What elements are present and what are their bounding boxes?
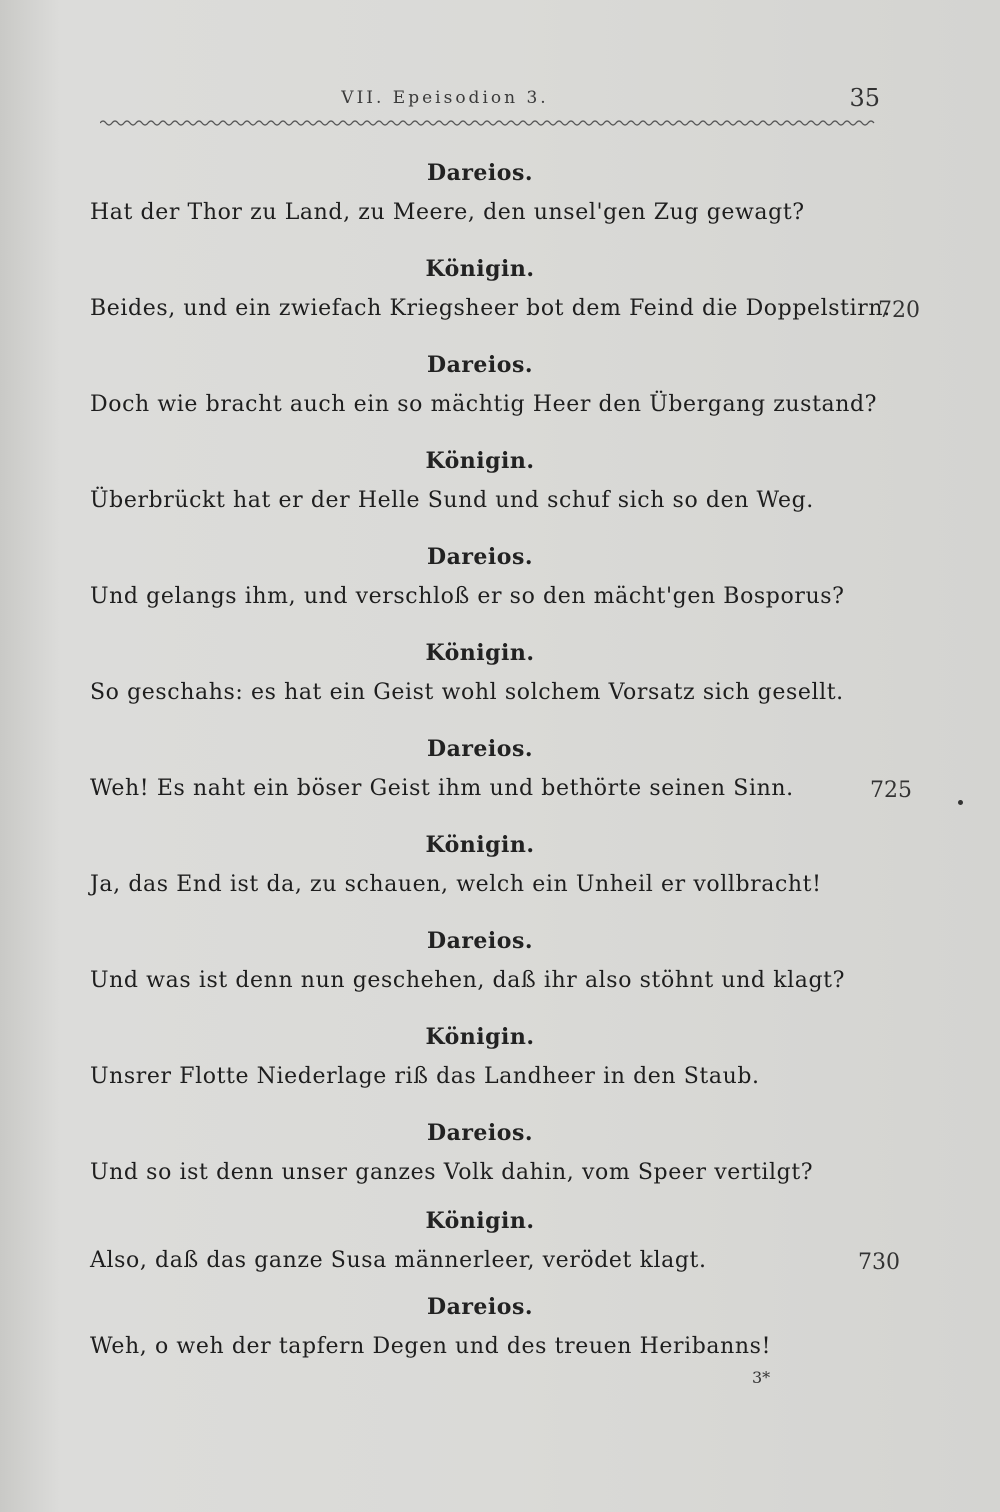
verse-line: Weh! Es naht ein böser Geist ihm und bethörte seinen Sinn. [90,776,794,801]
speaker-label: Königin. [425,1024,535,1050]
verse-line: Also, daß das ganze Susa männerleer, verödet klagt. [90,1248,707,1273]
verse-line: Weh, o weh der tapfern Degen und des treuen Heribanns! [90,1334,772,1359]
speaker-label: Königin. [425,448,535,474]
line-number: 730 [858,1250,900,1275]
verse-line: Und was ist denn nun geschehen, daß ihr also stöhnt und klagt? [90,968,846,993]
verse-line: Und so ist denn unser ganzes Volk dahin, vom Speer vertilgt? [90,1160,814,1185]
speaker-label: Königin. [425,640,535,666]
speaker-label: Königin. [425,256,535,282]
verse-line: Unsrer Flotte Niederlage riß das Landheer in den Staub. [90,1064,760,1089]
verse-line: Beides, und ein zwiefach Kriegsheer bot dem Feind die Doppelstirn. [90,296,891,321]
page-header [100,84,880,118]
verse-line: So geschahs: es hat ein Geist wohl solchem Vorsatz sich gesellt. [90,680,844,705]
speaker-label: Dareios. [427,352,533,378]
verse-line: Doch wie bracht auch ein so mächtig Heer den Übergang zustand? [90,392,878,417]
speaker-label: Königin. [425,1208,535,1234]
page-number: 35 [849,84,880,112]
speaker-label: Dareios. [427,928,533,954]
verse-line: Und gelangs ihm, und verschloß er so den mächt'gen Bosporus? [90,584,845,609]
speaker-label: Dareios. [427,1294,533,1320]
verse-line: Ja, das End ist da, zu schauen, welch ein Unheil er vollbracht! [90,872,822,897]
line-number: 725 [870,778,912,803]
speaker-label: Dareios. [427,160,533,186]
speaker-label: Dareios. [427,544,533,570]
ink-speck [958,800,963,805]
line-number: 720 [878,298,920,323]
verse-line: Überbrückt hat er der Helle Sund und schuf sich so den Weg. [90,488,814,513]
speaker-label: Dareios. [427,1120,533,1146]
header-wavy-rule [100,119,875,127]
verse-line: Hat der Thor zu Land, zu Meere, den unsel'gen Zug gewagt? [90,200,805,225]
speaker-label: Königin. [425,832,535,858]
speaker-label: Dareios. [427,736,533,762]
signature-mark: 3* [752,1368,771,1387]
running-title: VII. Epeisodion 3. [341,88,549,108]
